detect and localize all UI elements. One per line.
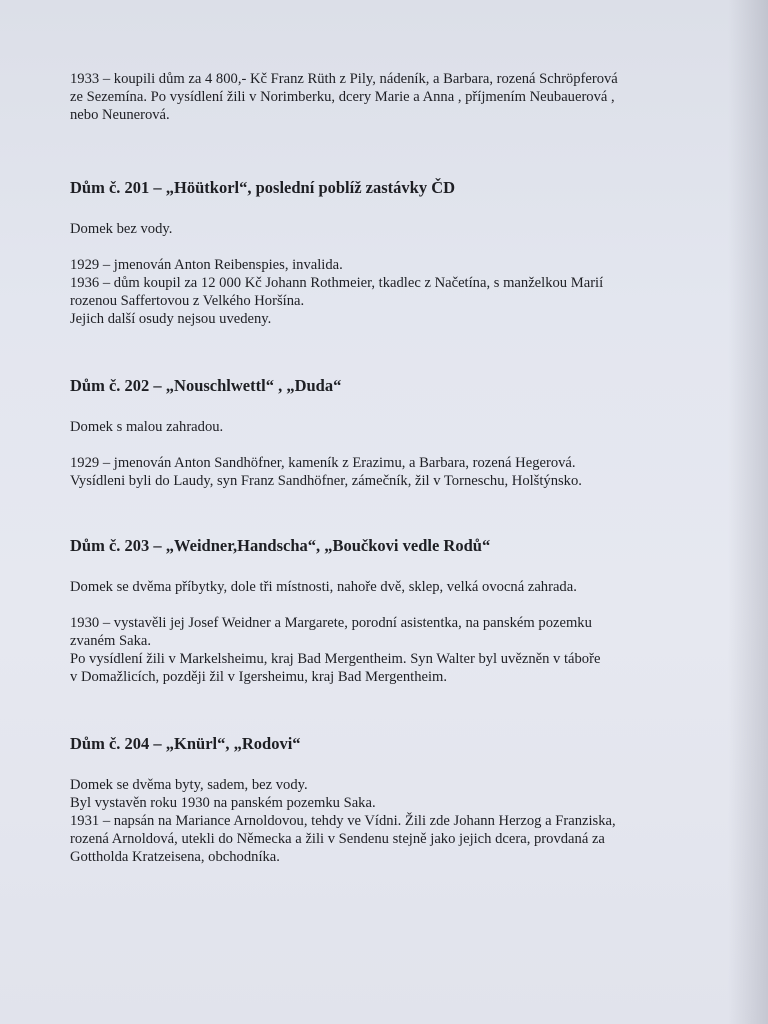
section-heading: Dům č. 202 – „Nouschlwettl“ , „Duda“ <box>70 376 342 395</box>
section-description: Domek se dvěma příbytky, dole tři místnosti, nahoře dvě, sklep, velká ovocná zahrada. <box>70 579 577 595</box>
text-line: Gottholda Kratzeisena, obchodníka. <box>70 849 280 865</box>
section-heading: Dům č. 201 – „Höütkorl“, poslední poblíž zastávky ČD <box>70 178 456 197</box>
house-section-203 <box>70 536 690 686</box>
text-line: 1929 – jmenován Anton Sandhöfner, kameník z Erazimu, a Barbara, rozená Hegerová. <box>70 455 576 471</box>
text-line: rozenou Saffertovou z Velkého Horšína. <box>70 293 305 309</box>
text-line: 1936 – dům koupil za 12 000 Kč Johann Rothmeier, tkadlec z Načetína, s manželkou Marií <box>70 275 604 291</box>
text-line: 1929 – jmenován Anton Reibenspies, invalida. <box>70 257 343 273</box>
section-heading: Dům č. 204 – „Knürl“, „Rodovi“ <box>70 734 301 753</box>
text-line: 1933 – koupili dům za 4 800,- Kč Franz Rüth z Pily, nádeník, a Barbara, rozená Schröpferová <box>70 71 618 87</box>
house-section-202 <box>70 376 690 490</box>
text-line: ze Sezemína. Po vysídlení žili v Norimberku, dcery Marie a Anna , příjmením Neubauerová , <box>70 89 615 105</box>
intro-paragraph <box>70 70 690 124</box>
section-description: Domek s malou zahradou. <box>70 419 224 435</box>
text-line: 1931 – napsán na Mariance Arnoldovou, tehdy ve Vídni. Žili zde Johann Herzog a Franziska, <box>70 813 616 829</box>
house-section-201 <box>70 178 690 328</box>
page-edge-shadow <box>728 0 768 1024</box>
text-line: Byl vystavěn roku 1930 na panském pozemku Saka. <box>70 795 376 811</box>
text-line: v Domažlicích, později žil v Igersheimu, kraj Bad Mergentheim. <box>70 669 448 685</box>
text-line: Vysídleni byli do Laudy, syn Franz Sandhöfner, zámečník, žil v Torneschu, Holštýnsko. <box>70 473 582 489</box>
document-body <box>70 70 690 866</box>
text-line: 1930 – vystavěli jej Josef Weidner a Margarete, porodní asistentka, na panském pozemku <box>70 615 592 631</box>
text-line: Po vysídlení žili v Markelsheimu, kraj Bad Mergentheim. Syn Walter byl uvězněn v táboře <box>70 651 601 667</box>
section-description: Domek se dvěma byty, sadem, bez vody. <box>70 777 308 793</box>
text-line: Jejich další osudy nejsou uvedeny. <box>70 311 272 327</box>
text-line: nebo Neunerová. <box>70 107 170 123</box>
text-line: rozená Arnoldová, utekli do Německa a žili v Sendenu stejně jako jejich dcera, provdaná za <box>70 831 605 847</box>
section-description: Domek bez vody. <box>70 221 173 237</box>
section-heading: Dům č. 203 – „Weidner,Handscha“, „Boučkovi vedle Rodů“ <box>70 536 491 555</box>
text-line: zvaném Saka. <box>70 633 152 649</box>
house-section-204 <box>70 734 690 866</box>
